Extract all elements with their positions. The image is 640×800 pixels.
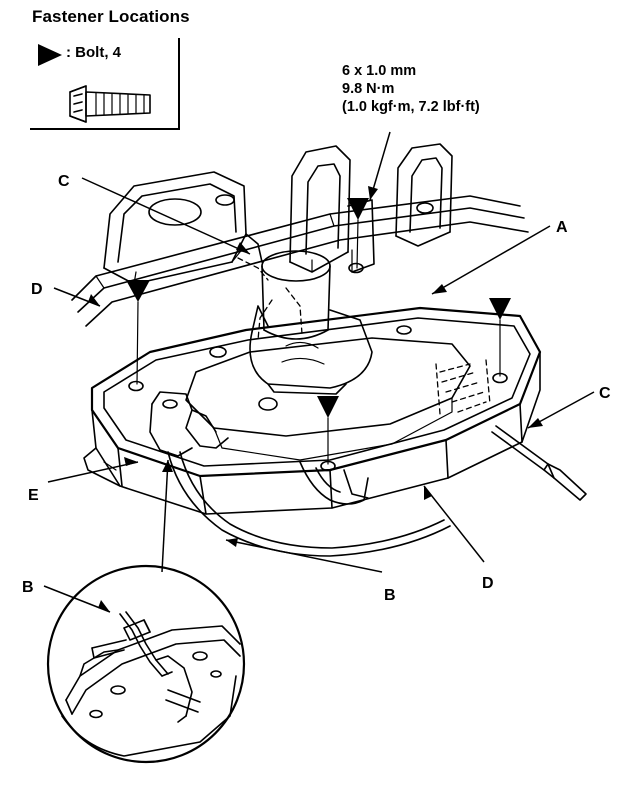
- callout-c-right: C: [599, 385, 611, 402]
- detail-inset-circle: [48, 566, 244, 762]
- fastener-marker-3: [489, 298, 511, 376]
- legend-label: : Bolt, 4: [66, 44, 121, 61]
- front-hose-routing: [168, 452, 450, 556]
- callout-d-bottom: D: [482, 575, 494, 592]
- torque-line-2: 9.8 N·m: [342, 81, 395, 98]
- torque-line-3: (1.0 kgf·m, 7.2 lbf·ft): [342, 99, 480, 116]
- right-side-rod: [492, 426, 586, 500]
- callout-c-top: C: [58, 173, 70, 190]
- callout-b-lower-left: B: [22, 579, 34, 596]
- plate-bolt-holes: [129, 264, 507, 471]
- callout-e-left: E: [28, 487, 39, 504]
- fastener-marker-2: [126, 280, 150, 384]
- callout-b-bottom: B: [384, 587, 396, 604]
- page-title: Fastener Locations: [32, 7, 190, 26]
- left-front-bracket: [150, 392, 228, 456]
- callout-d-left: D: [31, 281, 43, 298]
- fastener-marker-1: [347, 198, 369, 268]
- torque-line-1: 6 x 1.0 mm: [342, 63, 417, 79]
- callout-a-right: A: [556, 219, 568, 236]
